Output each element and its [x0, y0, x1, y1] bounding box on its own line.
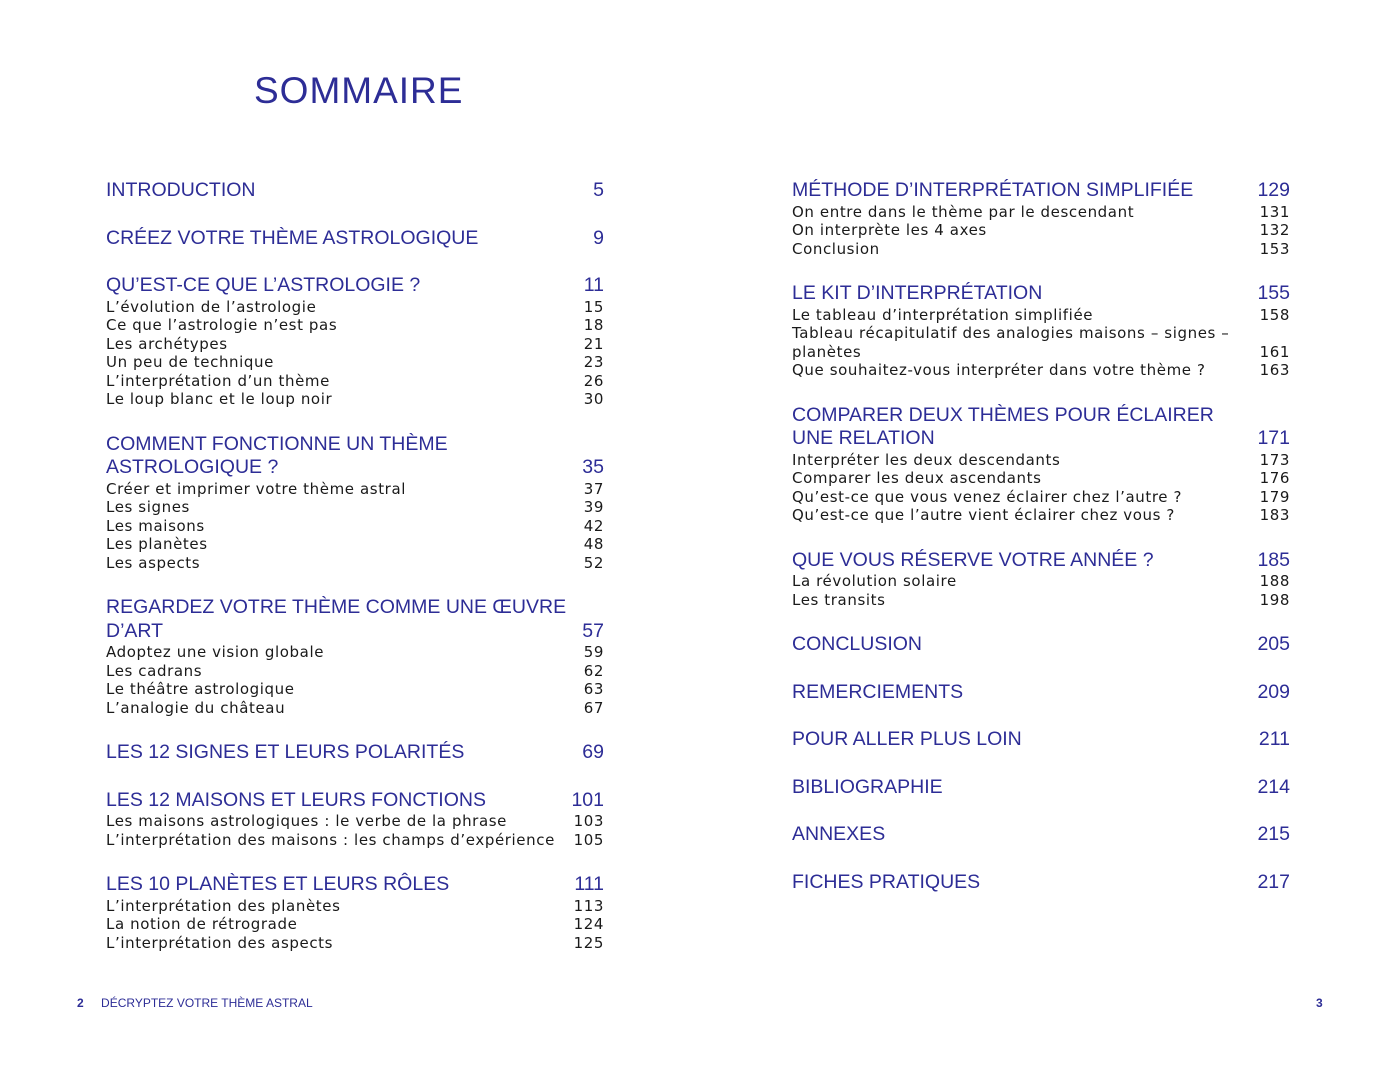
toc-section: [792, 282, 1290, 380]
toc-subsection-entry[interactable]: [106, 335, 604, 354]
toc-subsection-entry[interactable]: [792, 591, 1290, 610]
toc-chapter-entry[interactable]: [106, 227, 604, 251]
chapter-title: INTRODUCTION: [106, 179, 256, 201]
toc-chapter-entry[interactable]: [792, 871, 1290, 895]
subsection-page-number: 161: [1259, 342, 1290, 361]
toc-subsection-entry[interactable]: [106, 680, 604, 699]
chapter-page-number: 217: [1257, 870, 1290, 893]
toc-subsection-entry[interactable]: [106, 554, 604, 573]
toc-section: [106, 741, 604, 765]
subsection-page-number: 163: [1259, 361, 1290, 379]
subsection-title: Les maisons: [106, 516, 205, 535]
subsection-page-number: 63: [583, 680, 604, 698]
subsection-page-number: 158: [1259, 305, 1290, 324]
subsection-title: Le loup blanc et le loup noir: [106, 390, 333, 408]
toc-section: [106, 227, 604, 251]
chapter-title: FICHES PRATIQUES: [792, 870, 981, 893]
toc-subsection-entry[interactable]: [106, 298, 604, 317]
toc-subsection-entry[interactable]: [106, 897, 604, 916]
chapter-page-number: 35: [582, 456, 604, 478]
toc-chapter-entry[interactable]: [792, 681, 1290, 705]
subsection-title: Le théâtre astrologique: [106, 680, 295, 698]
subsection-title: Tableau récapitulatif des analogies maisons – signes – planètes: [792, 324, 1230, 361]
toc-subsection-entry[interactable]: [106, 699, 604, 718]
subsection-page-number: 124: [573, 915, 604, 933]
toc-subsection-entry[interactable]: [106, 915, 604, 934]
toc-subsection-entry[interactable]: [792, 324, 1290, 361]
toc-chapter-entry[interactable]: [106, 433, 604, 480]
toc-section: [106, 433, 604, 573]
subsection-page-number: 179: [1259, 487, 1290, 506]
subsection-page-number: 62: [583, 661, 604, 680]
toc-subsection-entry[interactable]: [106, 831, 604, 850]
chapter-page-number: 111: [574, 873, 604, 895]
toc-subsection-entry[interactable]: [792, 361, 1290, 380]
subsection-title: Les maisons astrologiques : le verbe de la phrase: [106, 812, 507, 830]
toc-chapter-entry[interactable]: [792, 404, 1290, 451]
toc-subsection-entry[interactable]: [106, 316, 604, 335]
subsection-title: On entre dans le thème par le descendant: [792, 202, 1135, 221]
subsection-title: Interpréter les deux descendants: [792, 450, 1061, 469]
toc-section: [792, 633, 1290, 657]
chapter-page-number: 11: [583, 274, 604, 296]
subsection-title: Qu’est-ce que l’autre vient éclairer chez vous ?: [792, 506, 1175, 524]
subsection-title: Ce que l’astrologie n’est pas: [106, 316, 338, 334]
toc-section: [106, 179, 604, 203]
subsection-page-number: 103: [573, 812, 604, 830]
subsection-title: L’évolution de l’astrologie: [106, 297, 317, 316]
toc-subsection-entry[interactable]: [792, 488, 1290, 507]
toc-subsection-entry[interactable]: [792, 306, 1290, 325]
toc-left-column: [106, 179, 604, 976]
subsection-title: Les archétypes: [106, 334, 228, 353]
subsection-page-number: 48: [583, 535, 604, 553]
toc-subsection-entry[interactable]: [106, 517, 604, 536]
toc-subsection-entry[interactable]: [106, 390, 604, 409]
toc-chapter-entry[interactable]: [106, 789, 604, 813]
subsection-page-number: 105: [573, 830, 604, 849]
toc-section: [106, 596, 604, 717]
chapter-page-number: 129: [1257, 179, 1290, 201]
subsection-page-number: 183: [1259, 506, 1290, 524]
toc-chapter-entry[interactable]: [106, 179, 604, 203]
chapter-page-number: 69: [582, 741, 604, 763]
left-page-number: 2: [77, 996, 84, 1010]
toc-subsection-entry[interactable]: [106, 643, 604, 662]
subsection-title: On interprète les 4 axes: [792, 221, 987, 239]
footer-left: [77, 996, 313, 1010]
toc-subsection-entry[interactable]: [106, 535, 604, 554]
toc-subsection-entry[interactable]: [792, 469, 1290, 488]
chapter-title: POUR ALLER PLUS LOIN: [792, 728, 1022, 750]
subsection-title: L’interprétation des maisons : les champs d’expérience: [106, 830, 555, 849]
toc-chapter-entry[interactable]: [792, 776, 1290, 800]
chapter-page-number: 155: [1257, 282, 1290, 304]
toc-section: [792, 404, 1290, 525]
subsection-page-number: 23: [583, 353, 604, 371]
toc-subsection-entry[interactable]: [792, 506, 1290, 525]
subsection-page-number: 21: [583, 334, 604, 353]
subsection-title: L’analogie du château: [106, 698, 286, 717]
subsection-page-number: 67: [583, 698, 604, 717]
chapter-title: CRÉEZ VOTRE THÈME ASTROLOGIQUE: [106, 226, 479, 249]
chapter-title: LES 10 PLANÈTES ET LEURS RÔLES: [106, 873, 450, 895]
chapter-page-number: 9: [593, 226, 604, 249]
toc-subsection-entry[interactable]: [106, 498, 604, 517]
chapter-title: COMPARER DEUX THÈMES POUR ÉCLAIRER UNE RELATION: [792, 403, 1214, 449]
toc-subsection-entry[interactable]: [106, 372, 604, 391]
subsection-page-number: 15: [583, 297, 604, 316]
chapter-page-number: 211: [1258, 728, 1290, 750]
subsection-page-number: 52: [583, 553, 604, 572]
toc-subsection-entry[interactable]: [792, 451, 1290, 470]
toc-chapter-entry[interactable]: [792, 549, 1290, 573]
subsection-page-number: 188: [1259, 572, 1290, 590]
toc-chapter-entry[interactable]: [106, 741, 604, 765]
subsection-title: Adoptez une vision globale: [106, 643, 325, 661]
subsection-title: Les aspects: [106, 553, 201, 572]
subsection-page-number: 39: [583, 498, 604, 516]
subsection-page-number: 131: [1259, 202, 1290, 221]
subsection-title: Les planètes: [106, 535, 208, 553]
chapter-page-number: 57: [582, 619, 604, 642]
chapter-title: QU’EST-CE QUE L’ASTROLOGIE ?: [106, 274, 421, 296]
toc-subsection-entry[interactable]: [792, 240, 1290, 259]
toc-subsection-entry[interactable]: [106, 934, 604, 953]
chapter-title: REMERCIEMENTS: [792, 680, 964, 703]
toc-chapter-entry[interactable]: [792, 823, 1290, 847]
toc-subsection-entry[interactable]: [792, 203, 1290, 222]
subsection-title: La révolution solaire: [792, 572, 957, 590]
toc-chapter-entry[interactable]: [106, 274, 604, 298]
subsection-title: L’interprétation des aspects: [106, 933, 334, 952]
chapter-title: MÉTHODE D’INTERPRÉTATION SIMPLIFIÉE: [792, 179, 1194, 201]
chapter-page-number: 5: [593, 179, 604, 201]
chapter-page-number: 171: [1257, 427, 1290, 449]
toc-section: [792, 681, 1290, 705]
subsection-page-number: 37: [583, 479, 604, 498]
toc-chapter-entry[interactable]: [792, 728, 1290, 752]
subsection-title: L’interprétation d’un thème: [106, 371, 330, 390]
toc-chapter-entry[interactable]: [792, 179, 1290, 203]
toc-subsection-entry[interactable]: [106, 812, 604, 831]
subsection-title: Que souhaitez-vous interpréter dans votre thème ?: [792, 361, 1206, 379]
subsection-title: Conclusion: [792, 239, 880, 258]
chapter-title: REGARDEZ VOTRE THÈME COMME UNE ŒUVRE D’ART: [106, 596, 567, 642]
toc-subsection-entry[interactable]: [106, 662, 604, 681]
toc-chapter-entry[interactable]: [106, 596, 604, 643]
subsection-page-number: 176: [1259, 469, 1290, 487]
subsection-title: Le tableau d’interprétation simplifiée: [792, 305, 1094, 324]
chapter-title: LES 12 MAISONS ET LEURS FONCTIONS: [106, 788, 486, 811]
chapter-page-number: 185: [1257, 548, 1290, 571]
toc-chapter-entry[interactable]: [106, 873, 604, 897]
toc-section: [792, 823, 1290, 847]
chapter-page-number: 214: [1257, 775, 1290, 798]
toc-chapter-entry[interactable]: [792, 633, 1290, 657]
subsection-page-number: 132: [1259, 221, 1290, 239]
toc-section: [792, 871, 1290, 895]
chapter-page-number: 209: [1257, 680, 1290, 703]
toc-subsection-entry[interactable]: [106, 353, 604, 372]
subsection-title: Créer et imprimer votre thème astral: [106, 479, 407, 498]
chapter-title: ANNEXES: [792, 823, 886, 845]
subsection-page-number: 198: [1259, 590, 1290, 609]
chapter-title: BIBLIOGRAPHIE: [792, 775, 943, 798]
toc-subsection-entry[interactable]: [792, 221, 1290, 240]
chapter-title: COMMENT FONCTIONNE UN THÈME ASTROLOGIQUE ?: [106, 432, 448, 478]
toc-section: [106, 873, 604, 952]
chapter-page-number: 215: [1257, 823, 1290, 845]
subsection-page-number: 30: [583, 390, 604, 408]
subsection-title: Les transits: [792, 590, 886, 609]
subsection-page-number: 26: [583, 371, 604, 390]
chapter-title: LE KIT D’INTERPRÉTATION: [792, 282, 1043, 304]
subsection-title: Qu’est-ce que vous venez éclairer chez l’autre ?: [792, 487, 1183, 506]
subsection-page-number: 42: [583, 516, 604, 535]
chapter-title: LES 12 SIGNES ET LEURS POLARITÉS: [106, 741, 465, 763]
subsection-title: Comparer les deux ascendants: [792, 469, 1042, 487]
chapter-page-number: 101: [571, 788, 604, 811]
chapter-title: QUE VOUS RÉSERVE VOTRE ANNÉE ?: [792, 548, 1154, 571]
subsection-title: Les signes: [106, 498, 190, 516]
chapter-title: CONCLUSION: [792, 633, 923, 655]
subsection-page-number: 153: [1259, 239, 1290, 258]
subsection-page-number: 18: [583, 316, 604, 334]
toc-section: [792, 179, 1290, 258]
toc-right-column: [792, 179, 1290, 918]
subsection-title: La notion de rétrograde: [106, 915, 298, 933]
toc-section: [792, 728, 1290, 752]
subsection-title: L’interprétation des planètes: [106, 896, 341, 915]
toc-chapter-entry[interactable]: [792, 282, 1290, 306]
toc-section: [106, 789, 604, 850]
toc-section: [792, 776, 1290, 800]
subsection-page-number: 125: [573, 933, 604, 952]
subsection-title: Les cadrans: [106, 661, 203, 680]
toc-subsection-entry[interactable]: [792, 572, 1290, 591]
toc-section: [792, 549, 1290, 610]
subsection-title: Un peu de technique: [106, 353, 274, 371]
subsection-page-number: 173: [1259, 450, 1290, 469]
chapter-page-number: 205: [1257, 633, 1290, 655]
running-book-title: DÉCRYPTEZ VOTRE THÈME ASTRAL: [101, 996, 313, 1010]
subsection-page-number: 59: [583, 643, 604, 661]
subsection-page-number: 113: [573, 896, 604, 915]
toc-section: [106, 274, 604, 409]
page-title: SOMMAIRE: [254, 70, 464, 111]
right-page-number: 3: [1316, 996, 1323, 1010]
toc-subsection-entry[interactable]: [106, 480, 604, 499]
